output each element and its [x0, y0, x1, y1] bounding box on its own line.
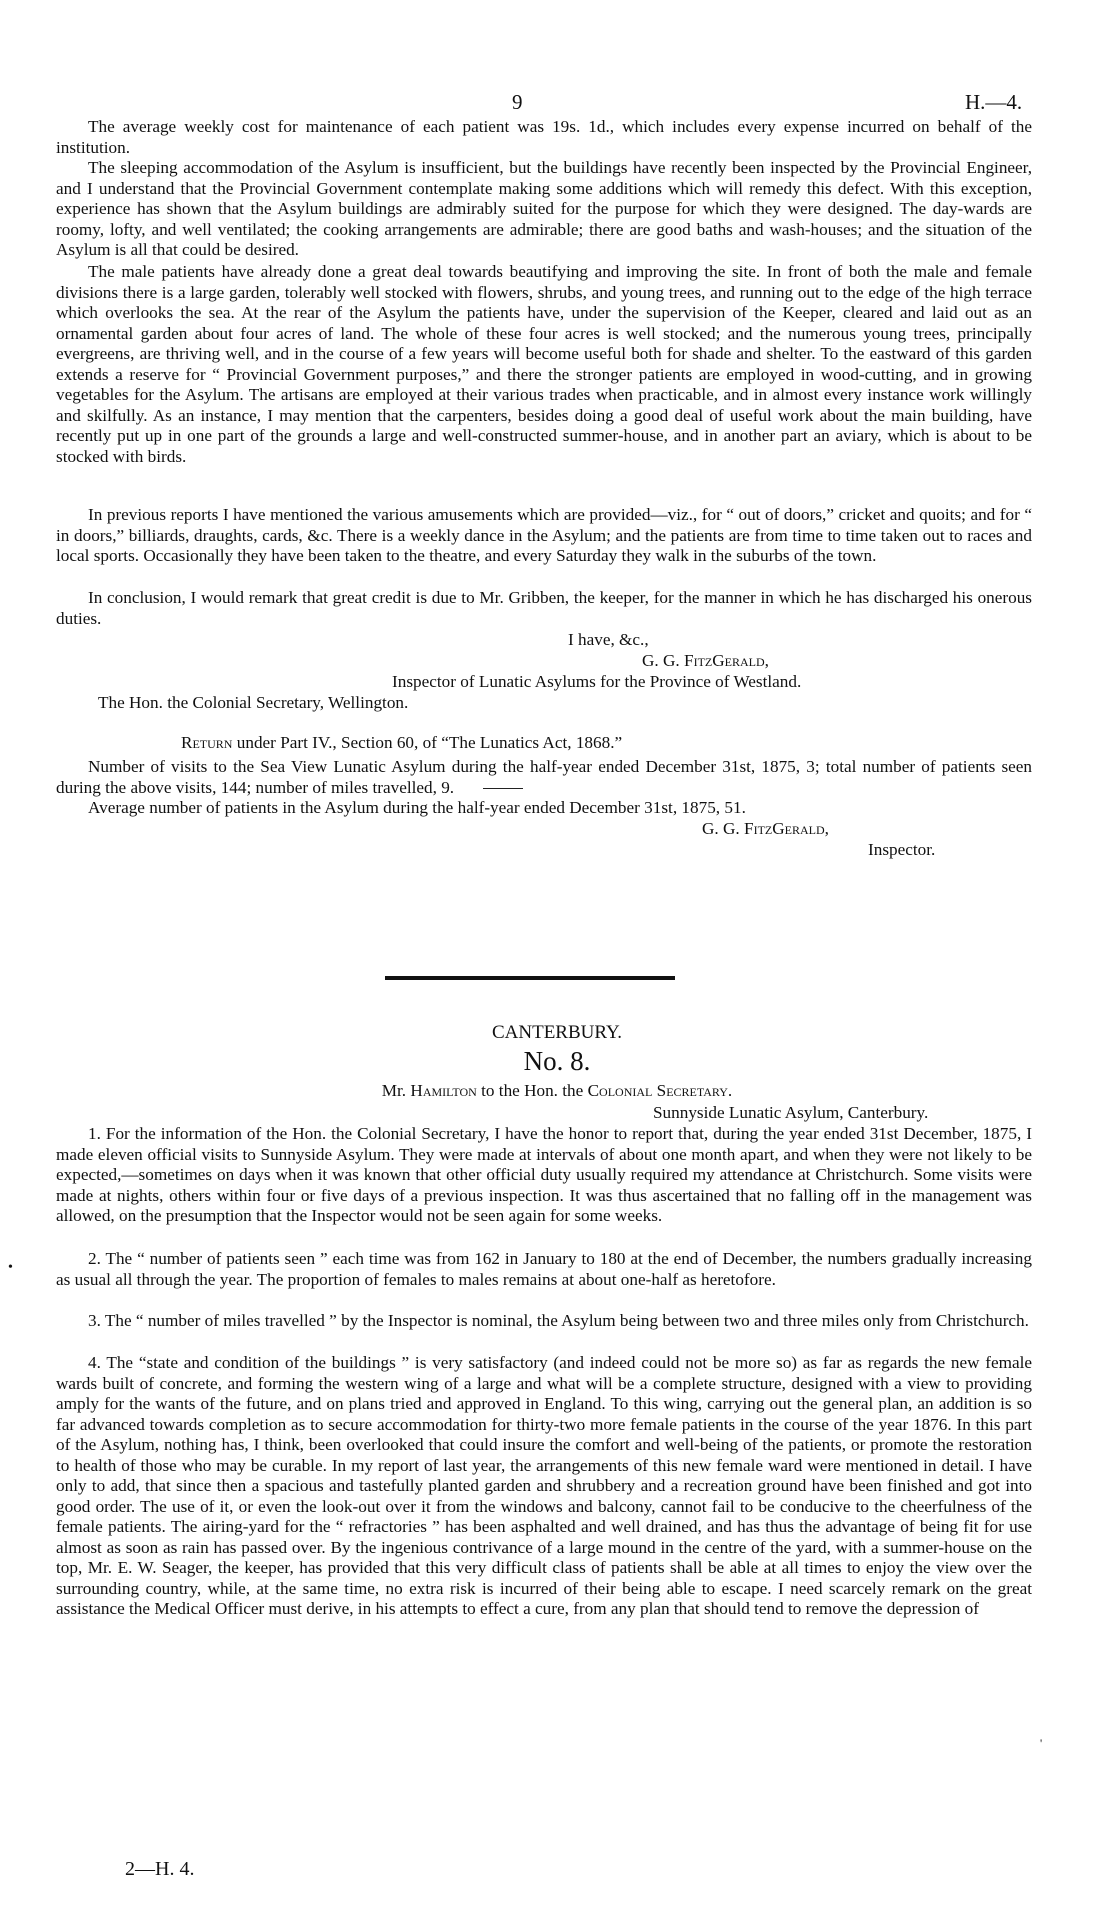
signer-title: Inspector of Lunatic Asylums for the Province of Westland. [392, 672, 802, 691]
asylum-location: Sunnyside Lunatic Asylum, Canterbury. [653, 1103, 929, 1122]
document-number: No. 8. [523, 1046, 591, 1076]
section-title: CANTERBURY. [491, 1022, 623, 1043]
paragraph-amusements: In previous reports I have mentioned the various amusements which are provided—viz., for “ out of doors,” cricket and quoits; and for “ in doors,” billiards, draughts, cards, &c. There is a weekly dance in the Asylum; and the patients are from time to time taken out to races and local sports. Occasionally they have been taken to the theatre, and every Saturday they walk in the suburbs of the town. [56, 505, 1032, 565]
to-text: to the Hon. the [476, 1081, 588, 1100]
signature-mark: 2—H. 4. [125, 1858, 195, 1880]
paragraph-buildings: 4. The “state and condition of the buildings ” is very satisfactory (and indeed could not be more so) as far as regards the new female wards built of concrete, and forming the western wing of a large and what will be a complete structure, designed with a view to providing amply for the wants of the future, and on plans tried and approved in England. To this wing, carrying out the general plan, an addition is so far advanced towards completion as to secure accommodation for thirty-two more female patients in the course of the year 1876. In this part of the Asylum, nothing has, I think, been overlooked that could insure the comfort and well-being of the patients, or promote the restoration to health of those who may be curable. In my report of last year, the arrangements of this new female ward were mentioned in detail. I have only to add, that since then a spacious and tastefully planted garden and shrubbery and a recreation ground have been finished and got into good order. The use of it, or even the look-out over it from the windows and balcony, cannot fail to be conducive to the cheerfulness of the female patients. The airing-yard for the “ refractories ” has been asphalted and well drained, and has thus the advantage of being fit for use almost as soon as rain has passed over. By the ingenious contrivance of a large mound in the centre of the yard, with a summer-house on the top, Mr. E. W. Seager, the keeper, has provided that this very difficult class of patients shall be able at all times to enjoy the view over the surrounding country, while, at the same time, no extra risk is incurred of their being able to escape. I need scarcely remark on the great assistance the Medical Officer must derive, in his attempts to effect a cure, from any plan that should tend to remove the depression of [56, 1353, 1032, 1618]
return-heading-rest: under Part IV., Section 60, of “The Lunatics Act, 1868.” [232, 733, 623, 752]
addressee: The Hon. the Colonial Secretary, Wellington. [98, 693, 409, 712]
document-reference: H.—4. [965, 90, 1023, 114]
return-signer-title: Inspector. [868, 840, 936, 859]
from-name: Hamilton [410, 1081, 477, 1100]
correspondence-line [0, 1081, 1114, 1101]
return-signer-name: G. G. FitzGerald, [702, 819, 829, 838]
page-number: 9 [512, 90, 523, 114]
margin-mark: • [8, 1260, 13, 1275]
margin-mark-right: ' [1040, 1736, 1043, 1750]
return-lead-word: Return [181, 733, 233, 752]
paragraph-miles: 3. The “ number of miles travelled ” by the Inspector is nominal, the Asylum being between two and three miles only from Christchurch. [88, 1311, 1029, 1330]
paragraph-cost: The average weekly cost for maintenance of each patient was 19s. 1d., which includes every expense incurred on behalf of the institution. [56, 117, 1032, 157]
return-paragraph-visits: Number of visits to the Sea View Lunatic Asylum during the half-year ended December 31st, 1875, 3; total number of patients seen during the above visits, 144; number of miles travelled, 9. [56, 757, 1032, 797]
signoff: I have, &c., [568, 630, 649, 649]
section-rule [385, 976, 675, 980]
paragraph-patients-seen: 2. The “ number of patients seen ” each time was from 162 in January to 180 at the end of December, the numbers gradually increasing as usual all through the year. The proportion of females to males remains at about one-half as heretofore. [56, 1249, 1032, 1289]
paragraph-visits: 1. For the information of the Hon. the Colonial Secretary, I have the honor to report that, during the year ended 31st December, 1875, I made eleven official visits to Sunnyside Asylum. They were made at intervals of about one month apart, and when they were not likely to be expected,—sometimes on days when it was known that other official duty usually required my attendance at Christchurch. Some visits were made at nights, others within four or five days of a previous inspection. It was thus ascertained that no falling off in the management was allowed, on the presumption that the Inspector would not be seen again for some weeks. [56, 1124, 1032, 1225]
return-paragraph-average: Average number of patients in the Asylum during the half-year ended December 31st, 1875, 51. [88, 798, 746, 817]
to-name: Colonial Secretary. [587, 1081, 733, 1100]
paragraph-conclusion: In conclusion, I would remark that great credit is due to Mr. Gribben, the keeper, for the manner in which he has discharged his onerous duties. [56, 588, 1032, 628]
paragraph-gardens: The male patients have already done a great deal towards beautifying and improving the site. In front of both the male and female divisions there is a large garden, tolerably well stocked with flowers, shrubs, and young trees, and running out to the edge of the high terrace which overlooks the sea. At the rear of the Asylum the patients have, under the supervision of the Keeper, cleared and laid out as an ornamental garden about four acres of land. The whole of these four acres is well stocked; and the numerous young trees, principally evergreens, are thriving well, and in the course of a few years will become useful both for shade and shelter. To the eastward of this garden extends a reserve for “ Provincial Government purposes,” and there the stronger patients are employed in wood-cutting, and in growing vegetables for the Asylum. The artisans are employed at their various trades when practicable, and in almost every instance work willingly and skilfully. As an instance, I may mention that the carpenters, besides doing a good deal of useful work about the main building, have recently put up in one part of the grounds a large and well-constructed summer-house, and in another part an aviary, which is about to be stocked with birds. [56, 262, 1032, 466]
return-heading [181, 733, 622, 754]
signer-name: G. G. FitzGerald, [642, 651, 769, 670]
paragraph-accommodation: The sleeping accommodation of the Asylum is insufficient, but the buildings have recently been inspected by the Provincial Engineer, and I understand that the Provincial Government contemplate making some additions which will remedy this defect. With this exception, experience has shown that the Asylum buildings are admirably suited for the purpose for which they were designed. The day-wards are roomy, lofty, and well ventilated; the cooking arrangements are admirable; there are good baths and wash-houses; and the situation of the Asylum is all that could be desired. [56, 158, 1032, 259]
from-prefix: Mr. [381, 1081, 411, 1100]
